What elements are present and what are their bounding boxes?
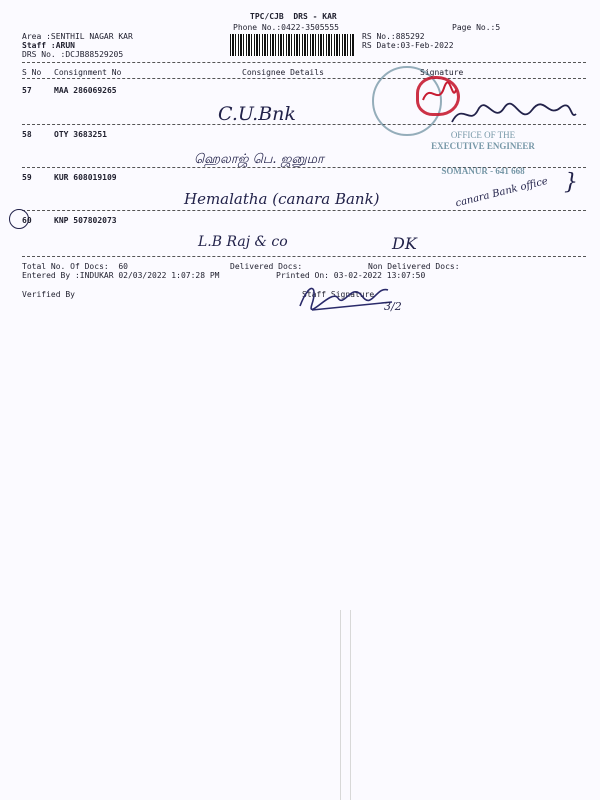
- bracket-icon: }: [564, 170, 578, 195]
- row-sno: 60: [22, 216, 32, 225]
- delivered-docs: Delivered Docs:: [230, 262, 303, 271]
- row-consignment: KUR 608019109: [54, 173, 117, 182]
- entered-by: Entered By :INDUKAR 02/03/2022 1:07:28 PM: [22, 271, 220, 280]
- office-stamp: [408, 130, 558, 177]
- signature-date: 3/2: [384, 300, 402, 313]
- page-number: Page No.:5: [452, 23, 501, 32]
- scan-line: [350, 610, 351, 800]
- divider: [22, 256, 586, 257]
- phone-number: Phone No.:0422-3505555: [233, 23, 339, 32]
- col-consignment: Consignment No: [54, 68, 122, 77]
- recipient-signature-scribble: [448, 96, 580, 136]
- row-sno: 57: [22, 86, 32, 95]
- total-docs: Total No. Of Docs: 60: [22, 262, 128, 271]
- col-consignee: Consignee Details: [242, 68, 324, 77]
- report-title: TPC/CJB DRS - KAR: [250, 12, 337, 21]
- drs-number: DRS No. :DCJB88529205: [22, 50, 124, 59]
- scan-line: [340, 610, 341, 800]
- verified-by: Verified By: [22, 290, 75, 299]
- area-field: Area :SENTHIL NAGAR KAR: [22, 32, 133, 41]
- barcode: [230, 34, 354, 56]
- row-sno: 59: [22, 173, 32, 182]
- col-signature: Signature: [420, 68, 464, 77]
- row-consignment: MAA 286069265: [54, 86, 117, 95]
- divider: [22, 78, 586, 79]
- rs-date: RS Date:03-Feb-2022: [362, 41, 454, 50]
- stamp-line1: OFFICE OF THE: [450, 130, 516, 140]
- stamp-line2: EXECUTIVE ENGINEER: [431, 141, 535, 151]
- handwritten-consignee: L.B Raj & co: [198, 234, 288, 250]
- handwritten-sign: DK: [392, 234, 417, 253]
- stamp-line3: SOMANUR - 641 668: [441, 166, 525, 176]
- staff-field: Staff :ARUN: [22, 41, 75, 50]
- handwritten-note: canara Bank office: [454, 175, 550, 210]
- divider: [22, 210, 586, 211]
- rs-number: RS No.:885292: [362, 32, 425, 41]
- col-sno: S No: [22, 68, 42, 77]
- row-sno: 58: [22, 130, 32, 139]
- printed-on: Printed On: 03-02-2022 13:07:50: [276, 271, 426, 280]
- handwritten-consignee: Hemalatha (canara Bank): [184, 190, 380, 208]
- handwritten-consignee: ஹெலாஜ் பெ. ஜனுமா: [194, 152, 324, 167]
- non-delivered-docs: Non Delivered Docs:: [368, 262, 460, 271]
- row-consignment: KNP 507802073: [54, 216, 117, 225]
- handwritten-consignee: C.U.Bnk: [218, 103, 296, 125]
- staff-signature-label: Staff Signature: [302, 290, 375, 299]
- row-consignment: OTY 3683251: [54, 130, 107, 139]
- divider: [22, 62, 586, 63]
